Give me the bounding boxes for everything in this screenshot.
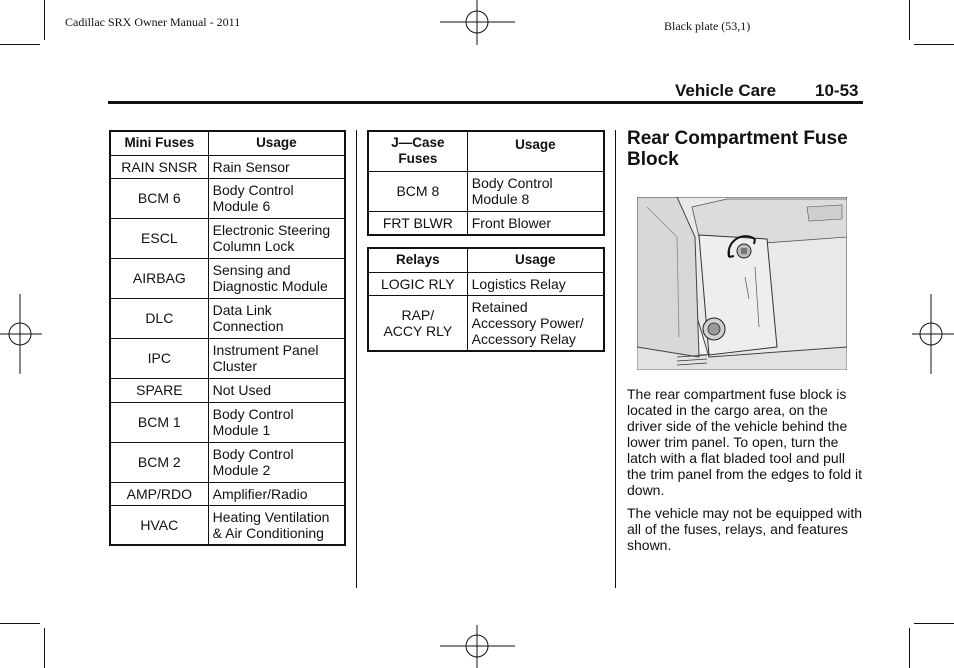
table-row: [110, 178, 345, 218]
registration-mark-right: [912, 294, 954, 374]
table-row: [368, 295, 604, 351]
section-title: Vehicle Care: [675, 81, 777, 100]
table-row: [110, 338, 345, 378]
fuse-name-cell: FRT BLWR: [368, 211, 467, 235]
fuse-name-cell: HVAC: [110, 505, 208, 545]
manual-title: Cadillac SRX Owner Manual - 2011: [65, 15, 241, 29]
table-header: Usage: [467, 248, 604, 272]
fuse-usage-cell: Body Control Module 6: [208, 178, 345, 218]
fuse-name-cell: RAP/ ACCY RLY: [368, 295, 467, 351]
fuse-usage-cell: Body Control Module 2: [208, 442, 345, 482]
crop-mark: [44, 0, 45, 40]
rear-block-paragraph-2: The vehicle may not be equipped with all of the fuses, relays, and features shown.: [627, 505, 863, 553]
table-row: [110, 378, 345, 402]
table-header: Mini Fuses: [110, 131, 208, 155]
fuse-name-cell: SPARE: [110, 378, 208, 402]
fuse-name-cell: AMP/RDO: [110, 482, 208, 505]
fuse-name-cell: BCM 8: [368, 171, 467, 211]
fuse-usage-cell: Amplifier/Radio: [208, 482, 345, 505]
table-header: Usage: [208, 131, 345, 155]
table-row: [368, 272, 604, 295]
crop-mark: [909, 628, 910, 668]
fuse-usage-cell: Front Blower: [467, 211, 604, 235]
crop-mark: [0, 623, 40, 624]
fuse-usage-cell: Logistics Relay: [467, 272, 604, 295]
fuse-usage-cell: Data Link Connection: [208, 298, 345, 338]
table-row: [110, 155, 345, 178]
table-row: [110, 442, 345, 482]
table-row: [110, 482, 345, 505]
table-row: [110, 298, 345, 338]
fuse-name-cell: DLC: [110, 298, 208, 338]
fuse-name-cell: LOGIC RLY: [368, 272, 467, 295]
crop-mark: [0, 44, 40, 45]
crop-mark: [914, 44, 954, 45]
fuse-name-cell: IPC: [110, 338, 208, 378]
fuse-usage-cell: Heating Ventilation & Air Conditioning: [208, 505, 345, 545]
crop-mark: [909, 0, 910, 40]
j-case-fuses-table: [367, 130, 605, 236]
table-header: J—Case Fuses: [368, 131, 467, 171]
fuse-name-cell: BCM 6: [110, 178, 208, 218]
fuse-name-cell: BCM 1: [110, 402, 208, 442]
crop-mark: [44, 628, 45, 668]
table-row: [110, 218, 345, 258]
table-row: [368, 211, 604, 235]
header-rule: [108, 101, 863, 104]
table-header: Usage: [467, 131, 604, 171]
registration-mark-bottom: [440, 625, 515, 668]
relays-table: [367, 247, 605, 352]
table-row: [368, 171, 604, 211]
registration-mark-top: [440, 0, 515, 45]
table-row: [110, 258, 345, 298]
rear-block-heading: Rear Compartment Fuse Block: [627, 128, 848, 170]
fuse-usage-cell: Electronic Steering Column Lock: [208, 218, 345, 258]
rear-block-paragraph-1: The rear compartment fuse block is located in the cargo area, on the driver side of the vehicle behind the lower trim panel. To open, turn the latch with a flat bladed tool and pull the trim panel from the edges to fold it down.: [627, 386, 863, 498]
page-number: 10-53: [815, 81, 859, 100]
fuse-usage-cell: Body Control Module 8: [467, 171, 604, 211]
fuse-usage-cell: Retained Accessory Power/ Accessory Relay: [467, 295, 604, 351]
table-header: Relays: [368, 248, 467, 272]
fuse-usage-cell: Instrument Panel Cluster: [208, 338, 345, 378]
crop-mark: [914, 623, 954, 624]
fuse-name-cell: ESCL: [110, 218, 208, 258]
column-divider: [356, 130, 357, 588]
cargo-area-illustration: [637, 197, 847, 370]
fuse-usage-cell: Not Used: [208, 378, 345, 402]
fuse-name-cell: AIRBAG: [110, 258, 208, 298]
column-divider: [615, 130, 616, 588]
table-row: [110, 402, 345, 442]
fuse-name-cell: RAIN SNSR: [110, 155, 208, 178]
fuse-usage-cell: Body Control Module 1: [208, 402, 345, 442]
fuse-usage-cell: Sensing and Diagnostic Module: [208, 258, 345, 298]
fuse-name-cell: BCM 2: [110, 442, 208, 482]
registration-mark-left: [0, 294, 42, 374]
fuse-usage-cell: Rain Sensor: [208, 155, 345, 178]
table-row: [110, 505, 345, 545]
plate-label: Black plate (53,1): [664, 19, 751, 33]
mini-fuses-table: [109, 130, 346, 546]
